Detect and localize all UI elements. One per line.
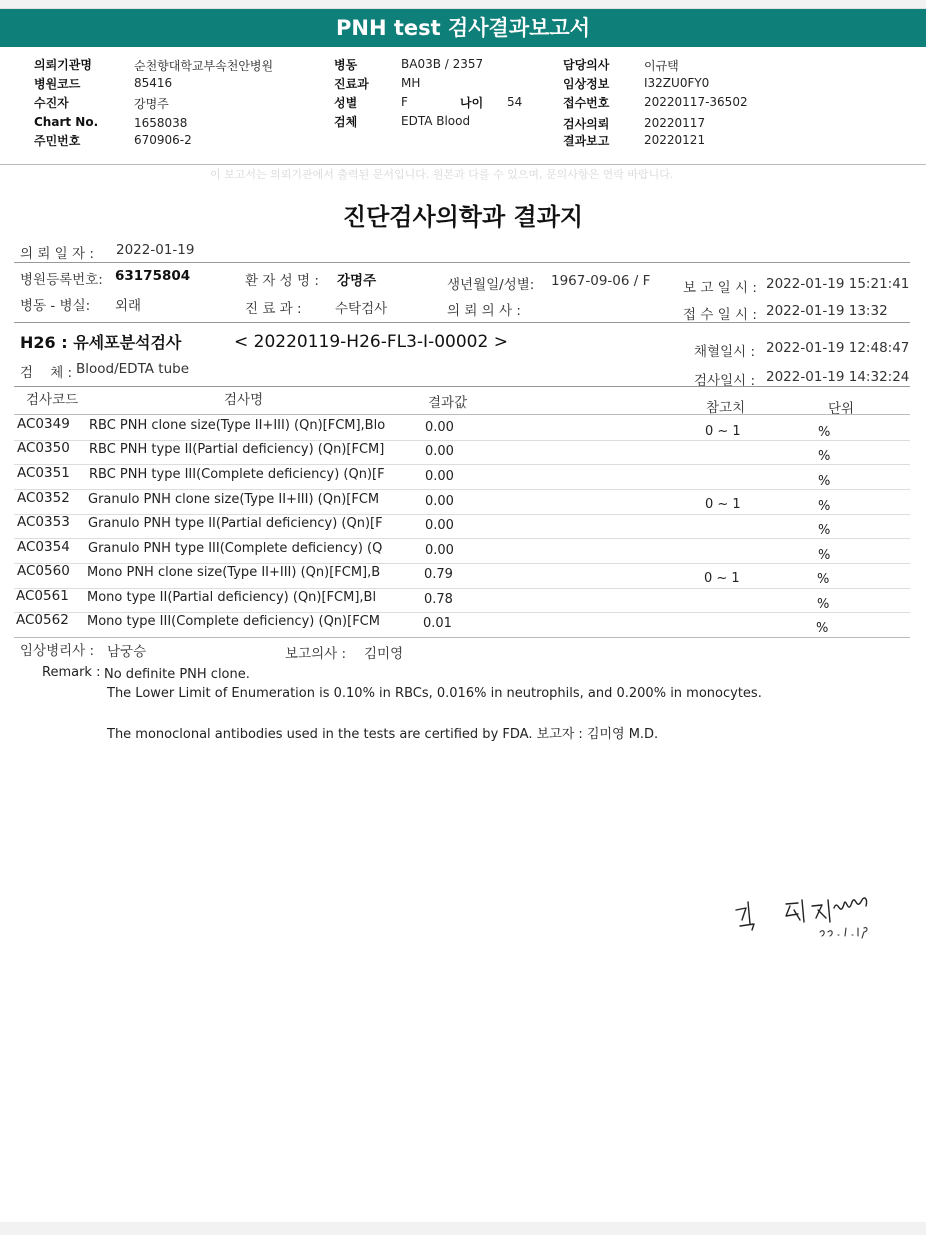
field-value-institution: 순천향대학교부속천안병원 [134,59,274,73]
row-name: Granulo PNH type II(Partial deficiency) (Qn)[F [88,516,383,531]
birth-label: 생년월일/성별: [447,277,535,293]
row-unit: % [818,499,831,514]
top-edge [0,0,926,9]
row-name: Mono PNH clone size(Type II+III) (Qn)[FCM],B [87,565,381,580]
field-value-department: MH [401,76,421,90]
row-code: AC0354 [17,539,70,555]
field-label-age: 나이 [460,96,484,110]
row-name: RBC PNH clone size(Type II+III) (Qn)[FCM],Blo [89,418,386,433]
row-divider [14,538,910,539]
row-divider [14,612,910,613]
faint-notice: 이 보고서는 의뢰기관에서 출력된 문서입니다. 원본과 다를 수 있으며, 문의사항은 연락 바랍니다. [210,168,674,181]
document-title: 진단검사의학과 결과지 [342,203,584,231]
row-name: RBC PNH type III(Complete deficiency) (Qn)[F [89,467,385,482]
col-header-unit: 단위 [828,401,855,417]
field-label-chart-no: Chart No. [34,115,99,129]
row-name: Granulo PNH clone size(Type II+III) (Qn)[FCM [88,492,380,507]
row-ref: 0 ~ 1 [704,571,740,586]
field-value-receipt-no: 20220117-36502 [644,95,748,109]
test-date: 2022-01-19 14:32:24 [766,369,910,385]
row-unit: % [817,597,830,612]
pathologist-label: 임상병리사 : [20,643,95,659]
field-label-hospital-code: 병원코드 [34,77,81,91]
field-value-chart-no: 1658038 [134,116,188,130]
row-code: AC0352 [17,490,70,506]
row-result: 0.00 [425,420,454,435]
field-value-specimen: EDTA Blood [401,114,471,128]
row-code: AC0560 [17,563,70,579]
report-doctor-label: 보고의사 : [285,646,347,662]
row-divider [14,563,910,564]
row-code: AC0353 [17,514,70,530]
remark-line-2: The Lower Limit of Enumeration is 0.10% in RBCs, 0.016% in neutrophils, and 0.200% in monocytes. [107,686,762,701]
col-header-result: 결과값 [428,395,468,411]
row-name: RBC PNH type II(Partial deficiency) (Qn)[FCM] [89,442,385,457]
field-label-test-request: 검사의뢰 [563,117,610,131]
report-date: 2022-01-19 15:21:41 [766,276,910,292]
field-label-resident-no: 주민번호 [34,134,81,148]
field-value-resident-no: 670906-2 [134,133,192,147]
ward: 외래 [115,298,142,314]
field-value-ward: BA03B / 2357 [401,57,484,71]
row-unit: % [818,449,831,464]
patient-name: 강명주 [337,273,377,289]
section-divider [14,322,910,323]
col-header-ref: 참고치 [706,400,746,416]
field-value-patient: 강명주 [134,97,169,111]
patient-name-label: 환 자 성 명 : [245,273,319,289]
remark-line-1: No definite PNH clone. [104,667,250,682]
field-value-physician: 이규택 [644,59,679,73]
field-label-institution: 의뢰기관명 [34,58,92,72]
col-header-name: 검사명 [224,392,264,408]
ward-label: 병동 - 병실: [20,298,91,314]
row-unit: % [816,621,829,636]
field-label-department: 진료과 [334,77,369,91]
row-name: Mono type III(Complete deficiency) (Qn)[FCM [87,614,380,629]
row-unit: % [818,425,831,440]
row-result: 0.00 [425,444,454,459]
field-label-specimen: 검체 [334,115,358,129]
row-unit: % [818,548,831,563]
row-unit: % [818,523,831,538]
row-ref: 0 ~ 1 [705,424,741,439]
handwritten-signature [728,888,888,952]
receipt-date-label: 접 수 일 시 : [683,307,757,323]
pathologist: 남궁승 [107,644,147,660]
row-unit: % [817,572,830,587]
test-date-label: 검사일시 : [694,373,756,389]
row-divider [14,464,910,465]
field-value-age: 54 [507,95,523,109]
field-value-sex: F [401,95,408,109]
row-result: 0.79 [424,567,453,582]
report-title: PNH test 검사결과보고서 [336,16,590,40]
collect-date: 2022-01-19 12:48:47 [766,340,910,356]
receipt-date: 2022-01-19 13:32 [766,303,888,319]
row-code: AC0562 [16,612,69,628]
field-label-sex: 성별 [334,96,358,110]
dept: 수탁검사 [335,301,388,317]
table-header-divider [14,414,910,415]
row-divider [14,489,910,490]
row-result: 0.00 [425,543,454,558]
row-code: AC0561 [16,588,69,604]
report-doctor: 김미영 [364,646,404,662]
field-value-hospital-code: 85416 [134,76,173,90]
field-label-result-report: 결과보고 [563,134,610,148]
reg-no-label: 병원등록번호: [20,272,103,288]
field-value-test-request: 20220117 [644,116,706,130]
signature-drawing [728,888,888,948]
row-result: 0.00 [425,469,454,484]
section-id: < 20220119-H26-FL3-I-00002 > [234,332,508,352]
remark-line-3: The monoclonal antibodies used in the tests are certified by FDA. 보고자 : 김미영 M.D. [107,727,659,742]
info-divider [14,262,910,263]
row-unit: % [818,474,831,489]
request-date: 2022-01-19 [116,242,195,258]
row-code: AC0351 [17,465,70,481]
birth: 1967-09-06 / F [551,273,651,289]
section-code: H26 : 유세포분석검사 [20,333,182,352]
specimen-label: 검 체 : [20,365,73,381]
field-label-ward: 병동 [334,58,358,72]
report-title-bar [0,9,926,47]
table-bottom-divider [14,637,910,638]
row-divider [14,588,910,589]
reg-no: 63175804 [115,268,191,284]
field-label-physician: 담당의사 [563,58,610,72]
header-divider [0,164,926,165]
specimen: Blood/EDTA tube [76,361,190,377]
row-result: 0.01 [423,616,452,631]
row-ref: 0 ~ 1 [705,497,741,512]
col-header-code: 검사코드 [26,392,79,408]
report-date-label: 보 고 일 시 : [683,280,757,296]
row-code: AC0349 [17,416,70,432]
field-label-clinical-info: 임상정보 [563,77,610,91]
row-name: Granulo PNH type III(Complete deficiency) (Q [88,541,383,556]
field-label-patient: 수진자 [34,96,69,110]
row-result: 0.00 [425,494,454,509]
field-label-receipt-no: 접수번호 [563,96,610,110]
collect-label: 채혈일시 : [694,344,756,360]
row-result: 0.00 [425,518,454,533]
request-date-label: 의 뢰 일 자 : [20,246,94,262]
row-name: Mono type II(Partial deficiency) (Qn)[FCM],Bl [87,590,377,605]
doctor-label: 의 뢰 의 사 : [447,303,521,319]
row-result: 0.78 [424,592,453,607]
row-divider [14,514,910,515]
row-code: AC0350 [17,440,70,456]
row-divider [14,440,910,441]
dept-label: 진 료 과 : [245,301,302,317]
field-value-result-report: 20220121 [644,133,706,147]
remark-label: Remark : [42,665,101,680]
bottom-edge [0,1222,926,1235]
table-top-divider [14,386,910,387]
field-value-clinical-info: I32ZU0FY0 [644,76,710,90]
